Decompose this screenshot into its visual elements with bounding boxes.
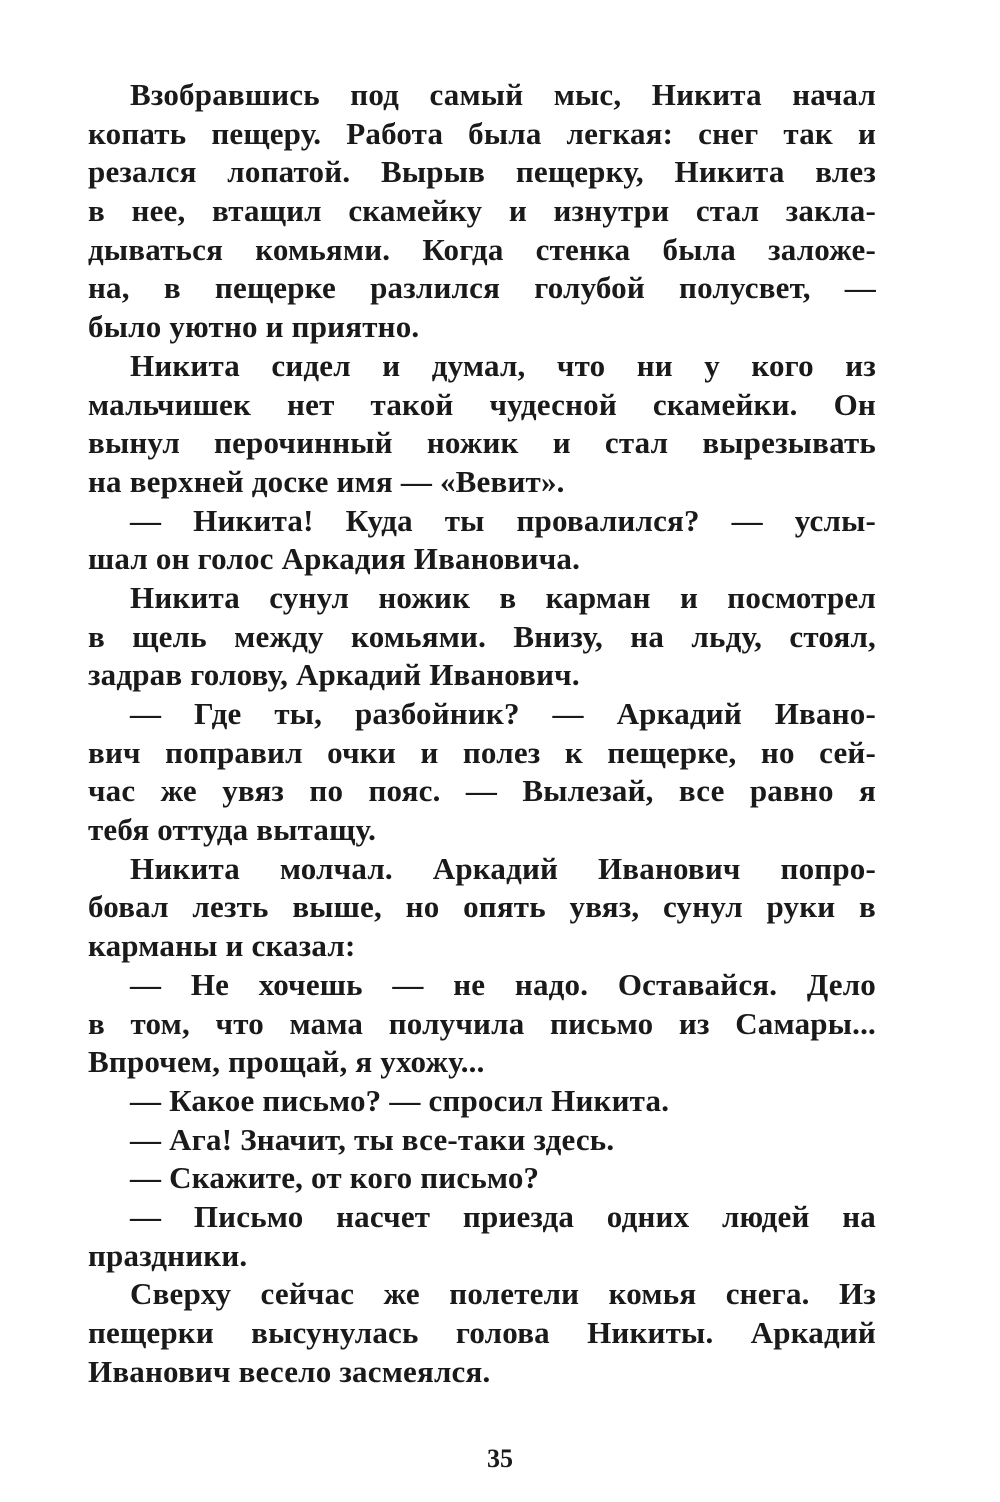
paragraph	[88, 966, 876, 1082]
paragraph	[88, 1198, 876, 1275]
text-line: вынул перочинный ножик и стал вырезывать	[88, 425, 876, 461]
text-line: в щель между комьями. Внизу, на льду, стоял,	[88, 618, 876, 654]
paragraph	[88, 1121, 876, 1160]
text-line: Сверху сейчас же полетели комья снега. Из	[130, 1276, 876, 1312]
text-line: вич поправил очки и полез к пещерке, но сей-	[88, 734, 876, 770]
text-line: на, в пещерке разлился голубой полусвет, —	[88, 270, 876, 306]
text-line: Взобравшись под самый мыс, Никита начал	[130, 77, 876, 112]
text-line: Никита молчал. Аркадий Иванович попро-	[130, 850, 876, 886]
text-line: Иванович весело засмеялся.	[88, 1353, 491, 1389]
text-line: в нее, втащил скамейку и изнутри стал закла-	[88, 193, 876, 229]
text-line: дываться комьями. Когда стенка была заложе-	[88, 231, 876, 267]
text-line: праздники.	[88, 1237, 248, 1273]
text-line: мальчишек нет такой чудесной скамейки. Он	[88, 386, 876, 422]
text-line: — Никита! Куда ты провалился? — услы-	[130, 502, 876, 538]
text-line: копать пещеру. Работа была легкая: снег так и	[88, 115, 876, 151]
text-line: карманы и сказал:	[88, 928, 356, 964]
text-line: — Скажите, от кого письмо?	[130, 1160, 540, 1196]
text-line: Никита сидел и думал, что ни у кого из	[130, 347, 876, 383]
paragraph	[88, 1082, 876, 1121]
text-line: час же увяз по пояс. — Вылезай, все равно я	[88, 773, 876, 809]
text-line: — Письмо насчет приезда одних людей на	[130, 1198, 876, 1234]
text-line: было уютно и приятно.	[88, 309, 420, 345]
text-line: — Какое письмо? — спросил Никита.	[130, 1082, 670, 1118]
body-text	[88, 76, 876, 1391]
text-line: резался лопатой. Вырыв пещерку, Никита влез	[88, 154, 876, 190]
paragraph	[88, 695, 876, 850]
paragraph	[88, 1159, 876, 1198]
text-line: пещерки высунулась голова Никиты. Аркадий	[88, 1315, 876, 1350]
paragraph	[88, 850, 876, 966]
text-line: на верхней доске имя — «Вевит».	[88, 463, 565, 499]
text-line: в том, что мама получила письмо из Самары...	[88, 1005, 876, 1041]
text-line: шал он голос Аркадия Ивановича.	[88, 541, 581, 577]
text-line: Впрочем, прощай, я ухожу...	[88, 1044, 485, 1080]
text-line: — Ага! Значит, ты все-таки здесь.	[130, 1121, 615, 1157]
paragraph	[88, 502, 876, 579]
paragraph	[88, 76, 876, 347]
text-line: бовал лезть выше, но опять увяз, сунул руки в	[88, 889, 876, 925]
text-line: Никита сунул ножик в карман и посмотрел	[130, 579, 876, 615]
text-line: — Где ты, разбойник? — Аркадий Ивано-	[130, 696, 876, 731]
paragraph	[88, 579, 876, 695]
paragraph	[88, 1275, 876, 1391]
text-line: задрав голову, Аркадий Иванович.	[88, 657, 580, 693]
text-line: — Не хочешь — не надо. Оставайся. Дело	[130, 966, 876, 1002]
page-number: 35	[487, 1444, 513, 1473]
paragraph	[88, 347, 876, 502]
text-line: тебя оттуда вытащу.	[88, 812, 377, 848]
